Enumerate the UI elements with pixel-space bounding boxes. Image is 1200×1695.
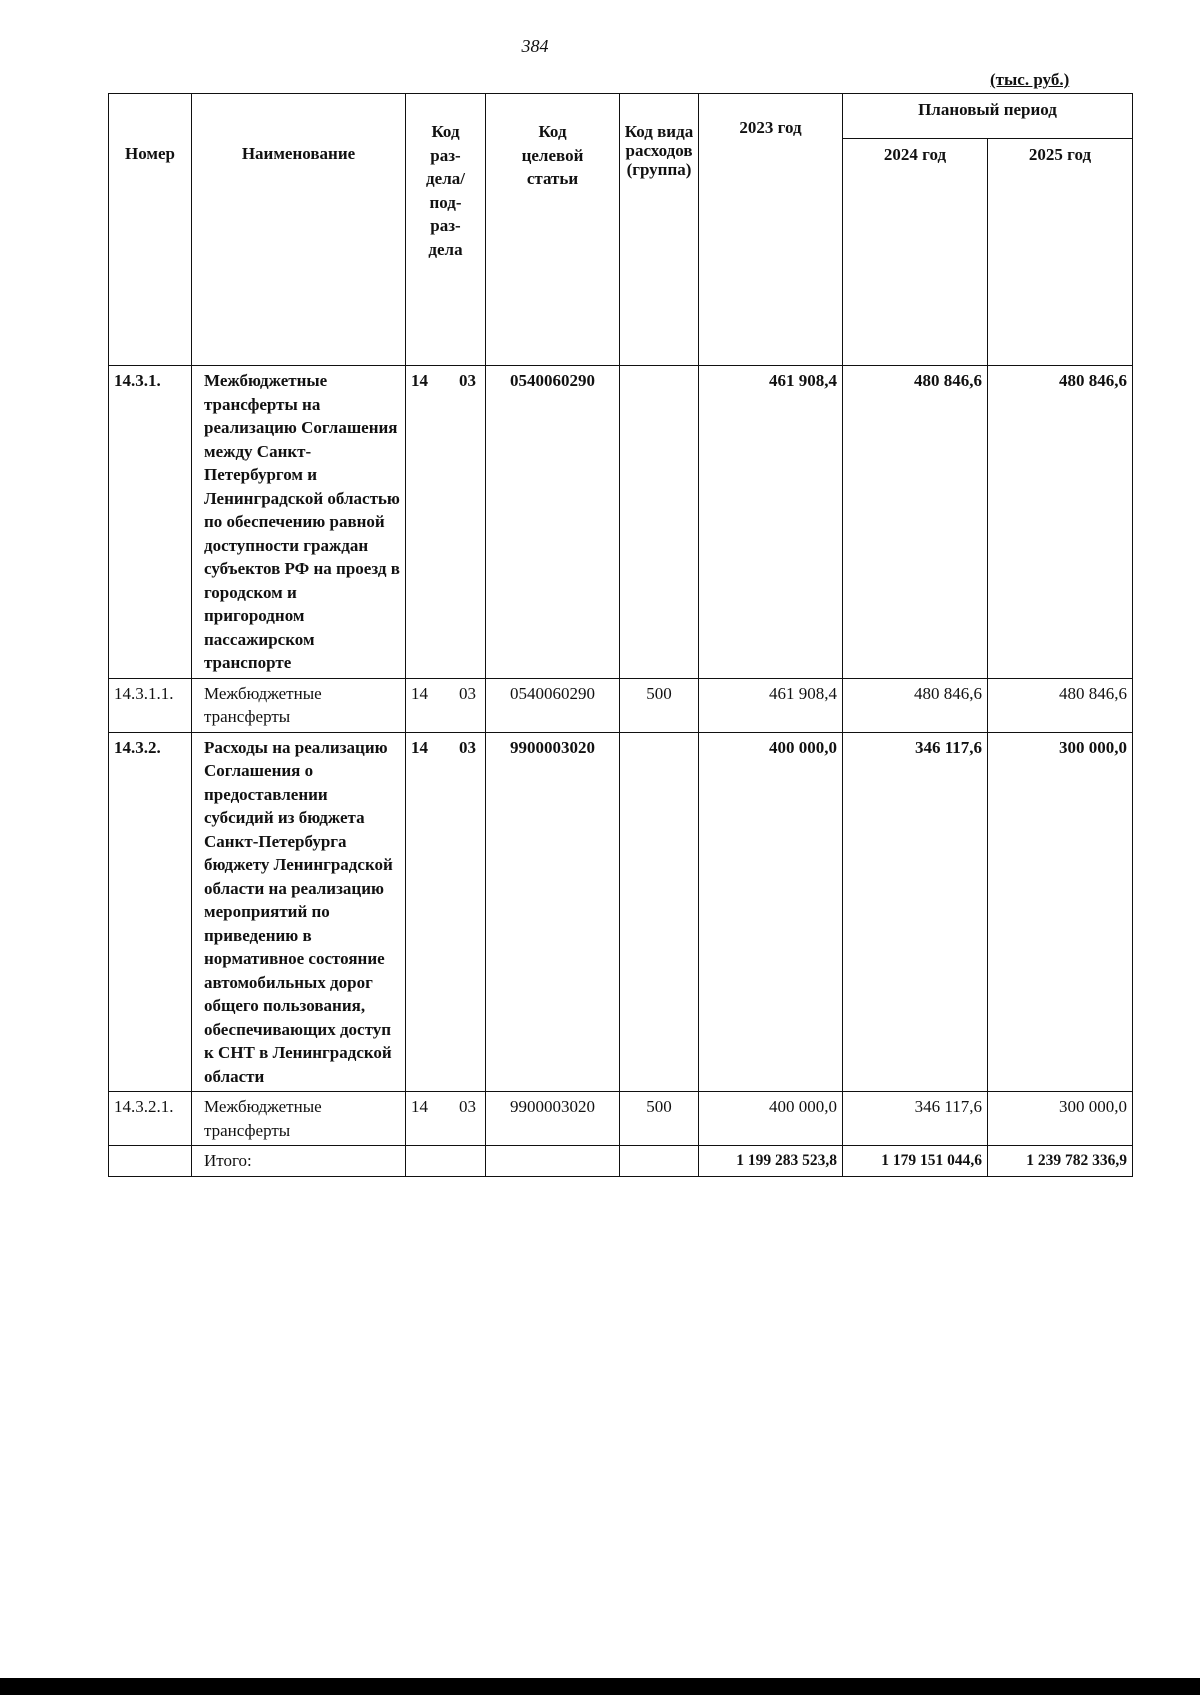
row-celevaya: 9900003020 — [486, 732, 620, 1092]
header-2025: 2025 год — [988, 139, 1133, 366]
razdel-code: 14 — [411, 371, 428, 390]
row-2023: 461 908,4 — [699, 678, 843, 732]
table-row — [109, 678, 1133, 732]
row-razdel — [406, 678, 486, 732]
header-2024: 2024 год — [843, 139, 988, 366]
podrazdel-code: 03 — [459, 371, 476, 390]
header-nomer: Номер — [109, 94, 192, 366]
total-2025: 1 239 782 336,9 — [988, 1146, 1133, 1177]
row-vid: 500 — [620, 678, 699, 732]
total-vid — [620, 1146, 699, 1177]
row-name: Межбюджетные трансферты — [192, 678, 406, 732]
total-row — [109, 1146, 1133, 1177]
row-nomer: 14.3.1.1. — [109, 678, 192, 732]
row-name: Межбюджетные трансферты — [192, 1092, 406, 1146]
total-razdel — [406, 1146, 486, 1177]
header-2023: 2023 год — [699, 94, 843, 366]
header-planovyy-period: Плановый период — [843, 94, 1133, 139]
razdel-code: 14 — [411, 737, 428, 757]
row-name: Расходы на реализацию Соглашения о предоставлении субсидий из бюджета Санкт-Петербурга бюджету Ленинградской области на реализацию мероприятий по приведению в нормативное состояние автомобильных дорог общего пользования, обеспечивающих доступ к СНТ в Ленинградской области — [192, 732, 406, 1092]
row-2025: 480 846,6 — [988, 366, 1133, 679]
row-celevaya: 0540060290 — [486, 678, 620, 732]
row-nomer: 14.3.1. — [109, 366, 192, 679]
podrazdel-code: 03 — [459, 1097, 476, 1116]
scan-bottom-edge — [0, 1678, 1200, 1695]
row-nomer: 14.3.2.1. — [109, 1092, 192, 1146]
header-kod-celevoy: Код целевой статьи — [486, 94, 620, 366]
razdel-code: 14 — [411, 1097, 428, 1116]
header-kod-vida: Код вида расходов (группа) — [620, 94, 699, 366]
units-label: (тыс. руб.) — [990, 70, 1070, 89]
table-header-row-1 — [109, 94, 1133, 139]
row-2025: 300 000,0 — [988, 732, 1133, 1092]
total-label: Итого: — [192, 1146, 406, 1177]
row-2025: 480 846,6 — [988, 678, 1133, 732]
row-razdel — [406, 1092, 486, 1146]
podrazdel-code: 03 — [459, 737, 476, 757]
row-razdel — [406, 366, 486, 679]
table-row — [109, 366, 1133, 679]
row-2024: 346 117,6 — [843, 732, 988, 1092]
total-celevaya — [486, 1146, 620, 1177]
row-vid: 500 — [620, 1092, 699, 1146]
row-vid — [620, 366, 699, 679]
row-nomer: 14.3.2. — [109, 732, 192, 1092]
row-2025: 300 000,0 — [988, 1092, 1133, 1146]
row-2023: 400 000,0 — [699, 1092, 843, 1146]
table-row — [109, 1092, 1133, 1146]
row-vid — [620, 732, 699, 1092]
total-2023: 1 199 283 523,8 — [699, 1146, 843, 1177]
row-2024: 346 117,6 — [843, 1092, 988, 1146]
row-2024: 480 846,6 — [843, 366, 988, 679]
page-number: 384 — [521, 36, 549, 56]
row-celevaya: 9900003020 — [486, 1092, 620, 1146]
header-naimenovanie: Наименование — [192, 94, 406, 366]
header-kod-razdela: Код раз- дела/ под- раз- дела — [406, 94, 486, 366]
row-celevaya: 0540060290 — [486, 366, 620, 679]
total-2024: 1 179 151 044,6 — [843, 1146, 988, 1177]
total-nomer — [109, 1146, 192, 1177]
row-razdel — [406, 732, 486, 1092]
row-2023: 400 000,0 — [699, 732, 843, 1092]
row-2023: 461 908,4 — [699, 366, 843, 679]
razdel-code: 14 — [411, 683, 428, 703]
budget-table — [108, 93, 1133, 1177]
podrazdel-code: 03 — [459, 683, 476, 703]
table-row — [109, 732, 1133, 1092]
row-2024: 480 846,6 — [843, 678, 988, 732]
row-name: Межбюджетные трансферты на реализацию Соглашения между Санкт-Петербургом и Ленинградской областью по обеспечению равной доступности граждан субъектов РФ на проезд в городском и пригородном пассажирском транспорте — [192, 366, 406, 679]
